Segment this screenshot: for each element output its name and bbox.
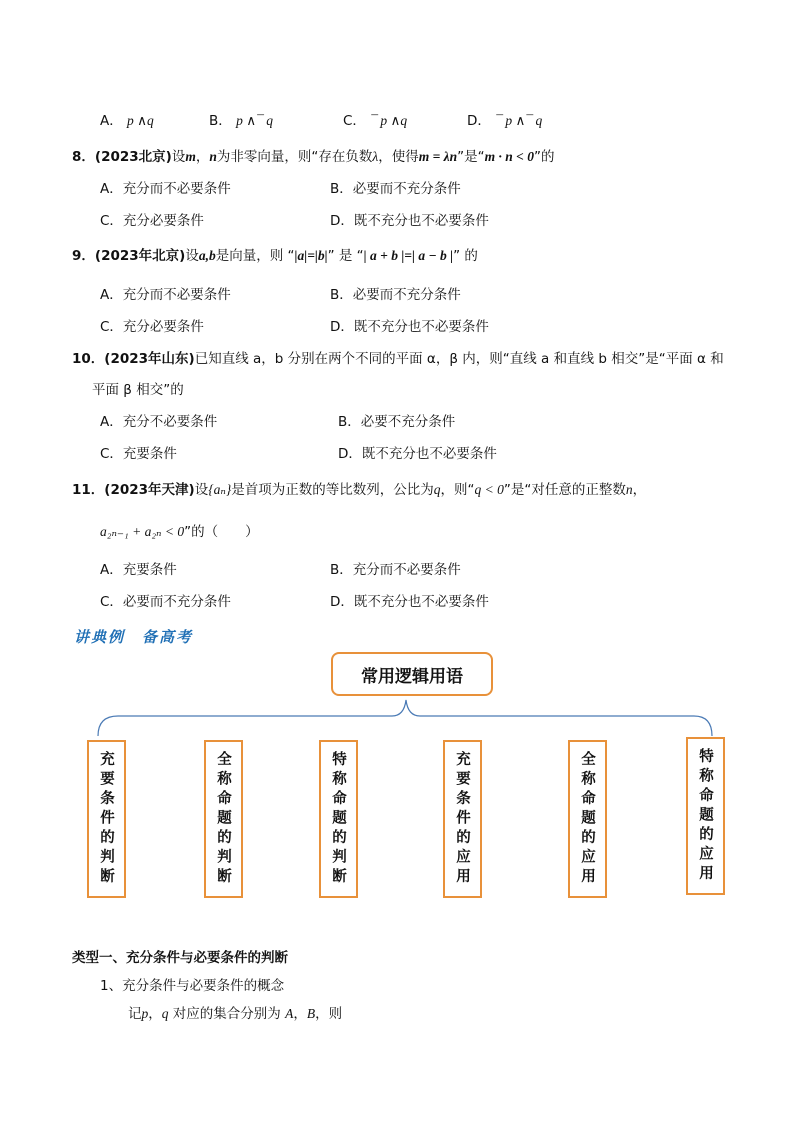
type1-set-b: B <box>306 1006 316 1021</box>
q8-vector-n: n <box>209 149 217 164</box>
q9-text-2: 是向量，则 “ <box>215 248 295 264</box>
q9-vectors: a,b <box>198 248 216 263</box>
q9-condition-2: | a + b |=| a − b | <box>363 248 454 263</box>
q10-number: 10． <box>72 351 105 367</box>
q11-expression: a₂ₙ₋₁ + a₂ₙ < 0 <box>100 524 185 539</box>
q9-condition-1: |a|=|b| <box>294 248 328 263</box>
q8-text-3: ，使得 <box>378 149 419 165</box>
q11-n: n <box>625 482 633 497</box>
q11-option-c: C．必要而不充分条件 <box>100 594 231 610</box>
q11-text-6: ”的（ ） <box>184 524 259 540</box>
q10-option-b: B．必要不充分条件 <box>338 414 456 430</box>
mindmap-box-6-text: 特称命题的应用 <box>697 747 713 885</box>
type1-p: p <box>141 1006 149 1021</box>
mindmap-box-2 <box>204 740 243 898</box>
q10-source: (2023年山东) <box>104 351 195 367</box>
q8-option-a: A．充分而不必要条件 <box>100 181 231 197</box>
type1-subheading: 1、充分条件与必要条件的概念 <box>100 978 285 994</box>
q7-option-a-expr: p ∧q <box>127 113 154 128</box>
mindmap-box-6 <box>686 737 725 895</box>
q11-source: (2023年天津) <box>104 482 195 498</box>
q11-option-b: B．充分而不必要条件 <box>330 562 461 578</box>
q7-option-c-expr: ¯ p ∧q <box>370 113 408 128</box>
q11-sequence: {aₙ} <box>208 482 232 497</box>
q9-option-d: D．既不充分也不必要条件 <box>330 319 489 335</box>
q7-option-d-label: D． <box>467 113 491 129</box>
type1-line-1 <box>128 1002 342 1022</box>
type1-text-3: 对应的集合分别为 <box>168 1006 286 1022</box>
q8-text-5: ”的 <box>534 149 555 165</box>
q8-equation: m = λn <box>418 149 458 164</box>
q8-option-b: B．必要而不充分条件 <box>330 181 461 197</box>
mindmap-box-3 <box>319 740 358 898</box>
q11-text-1: 设 <box>194 482 209 498</box>
q11-text-5: ， <box>632 482 647 498</box>
mindmap-box-3-text: 特称命题的判断 <box>330 750 346 888</box>
q8-comma: ， <box>195 149 210 165</box>
q11-text-4: ”是“对任意的正整数 <box>503 482 626 498</box>
q11-number: 11． <box>72 482 105 498</box>
q8-text-2: 为非零向量，则“存在负数 <box>216 149 373 165</box>
q8-text-1: 设 <box>171 149 186 165</box>
q11-option-d: D．既不充分也不必要条件 <box>330 594 489 610</box>
q10-option-a: A．充分不必要条件 <box>100 414 218 430</box>
q7-option-d-expr: ¯ p ∧¯ q <box>495 113 543 128</box>
q7-option-b-label: B． <box>209 113 232 129</box>
q9-text-4: ” 的 <box>453 248 478 264</box>
type1-text-4: ， <box>293 1006 307 1022</box>
mindmap-box-5-text: 全称命题的应用 <box>579 750 595 888</box>
q11-ratio: q <box>433 482 441 497</box>
q7-option-c-label: C． <box>343 113 366 129</box>
type1-set-a: A <box>285 1006 294 1021</box>
type1-text-5: ，则 <box>315 1006 343 1022</box>
q10-option-c: C．充要条件 <box>100 446 177 462</box>
q8-text-4: ”是“ <box>457 149 485 165</box>
q9-option-c: C．充分必要条件 <box>100 319 204 335</box>
q10-option-d: D．既不充分也不必要条件 <box>338 446 497 462</box>
q9-number: 9． <box>72 248 95 264</box>
q11-text-2: 是首项为正数的等比数列，公比为 <box>231 482 434 498</box>
mindmap-box-4-text: 充要条件的应用 <box>454 750 470 888</box>
q8-vector-m: m <box>185 149 196 164</box>
q11-text-3: ，则“ <box>440 482 475 498</box>
type1-heading: 类型一、充分条件与必要条件的判断 <box>72 950 288 966</box>
q9-source: (2023年北京) <box>94 248 186 264</box>
q8-source: (2023北京) <box>94 149 172 165</box>
q9-text-1: 设 <box>185 248 199 264</box>
q8-number: 8． <box>72 149 95 165</box>
type1-text-2: ， <box>148 1006 162 1022</box>
mindmap-box-1-text: 充要条件的判断 <box>98 750 114 888</box>
section-heading: 讲典例 备高考 <box>74 628 194 646</box>
q10-text-1: 已知直线 a，b 分别在两个不同的平面 α，β 内，则“直线 a 和直线 b 相交”是“平面 α 和 <box>194 351 724 367</box>
q8-lambda: λ <box>372 149 379 164</box>
q8-option-c: C．充分必要条件 <box>100 213 204 229</box>
q8-inequality: m · n < 0 <box>484 149 534 164</box>
brace-path <box>98 700 712 736</box>
mindmap-box-1 <box>87 740 126 898</box>
q8-option-d: D．既不充分也不必要条件 <box>330 213 489 229</box>
mindmap-title-text: 常用逻辑用语 <box>361 666 463 687</box>
q9-option-a: A．充分而不必要条件 <box>100 287 231 303</box>
mindmap-box-4 <box>443 740 482 898</box>
type1-q: q <box>161 1006 169 1021</box>
type1-text-1: 记 <box>128 1006 142 1022</box>
q11-option-a: A．充要条件 <box>100 562 177 578</box>
q9-option-b: B．必要而不充分条件 <box>330 287 461 303</box>
q7-option-b-expr: p ∧¯ q <box>236 113 273 128</box>
mindmap-box-5 <box>568 740 607 898</box>
q9-text-3: ” 是 “ <box>327 248 364 264</box>
q7-option-a-label: A． <box>100 113 123 129</box>
mindmap-box-2-text: 全称命题的判断 <box>215 750 231 888</box>
q10-stem-continued: 平面 β 相交”的 <box>92 382 184 398</box>
q11-condition: q < 0 <box>474 482 504 497</box>
